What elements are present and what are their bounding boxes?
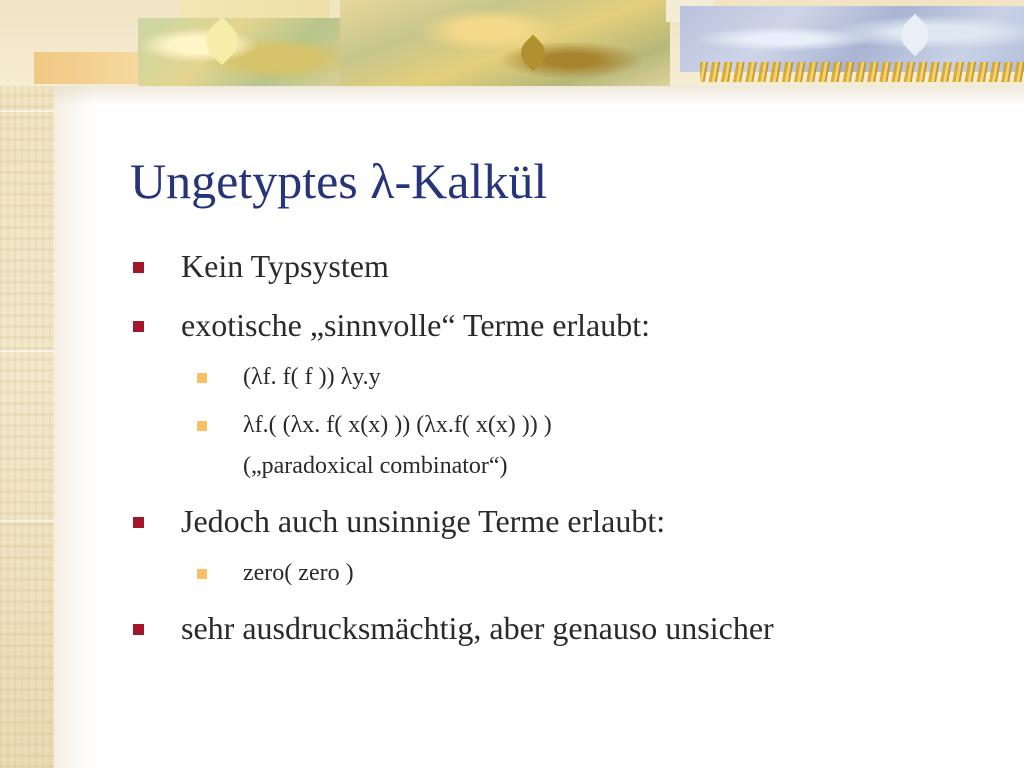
- banner-tile-leaves: [138, 18, 340, 86]
- sub-bullet-item: λf.( (λx. f( x(x) )) (λx.f( x(x) )) ): [243, 412, 552, 438]
- bullet-item: exotische „sinnvolle“ Terme erlaubt:: [181, 307, 650, 343]
- bullet-marker: [133, 321, 144, 332]
- bullet-marker: [133, 624, 144, 635]
- sub-bullet-marker: [197, 421, 207, 431]
- bullet-marker: [133, 262, 144, 273]
- sub-bullet-continuation: („paradoxical combinator“): [243, 453, 508, 479]
- slide-title: Ungetyptes λ-Kalkül: [130, 153, 548, 209]
- bullet-marker: [133, 517, 144, 528]
- bullet-item: sehr ausdrucksmächtig, aber genauso unsicher: [181, 610, 774, 646]
- bullet-item: Jedoch auch unsinnige Terme erlaubt:: [181, 503, 666, 539]
- strip-seam: [0, 110, 54, 112]
- parchment-left-strip: [0, 0, 54, 768]
- strip-seam: [0, 520, 54, 522]
- sub-bullet-marker: [197, 569, 207, 579]
- strip-seam: [0, 350, 54, 352]
- bullet-item: Kein Typsystem: [181, 248, 389, 284]
- sub-bullet-item: (λf. f( f )) λy.y: [243, 364, 381, 390]
- decorative-top-banner: [0, 0, 1024, 86]
- banner-shadow: [54, 86, 1024, 106]
- banner-straw: [700, 62, 1024, 82]
- left-shadow: [54, 80, 94, 768]
- banner-tile-autumn-leaves: [340, 0, 670, 86]
- sub-bullet-item: zero( zero ): [243, 560, 354, 586]
- banner-tile: [34, 52, 144, 84]
- sub-bullet-marker: [197, 373, 207, 383]
